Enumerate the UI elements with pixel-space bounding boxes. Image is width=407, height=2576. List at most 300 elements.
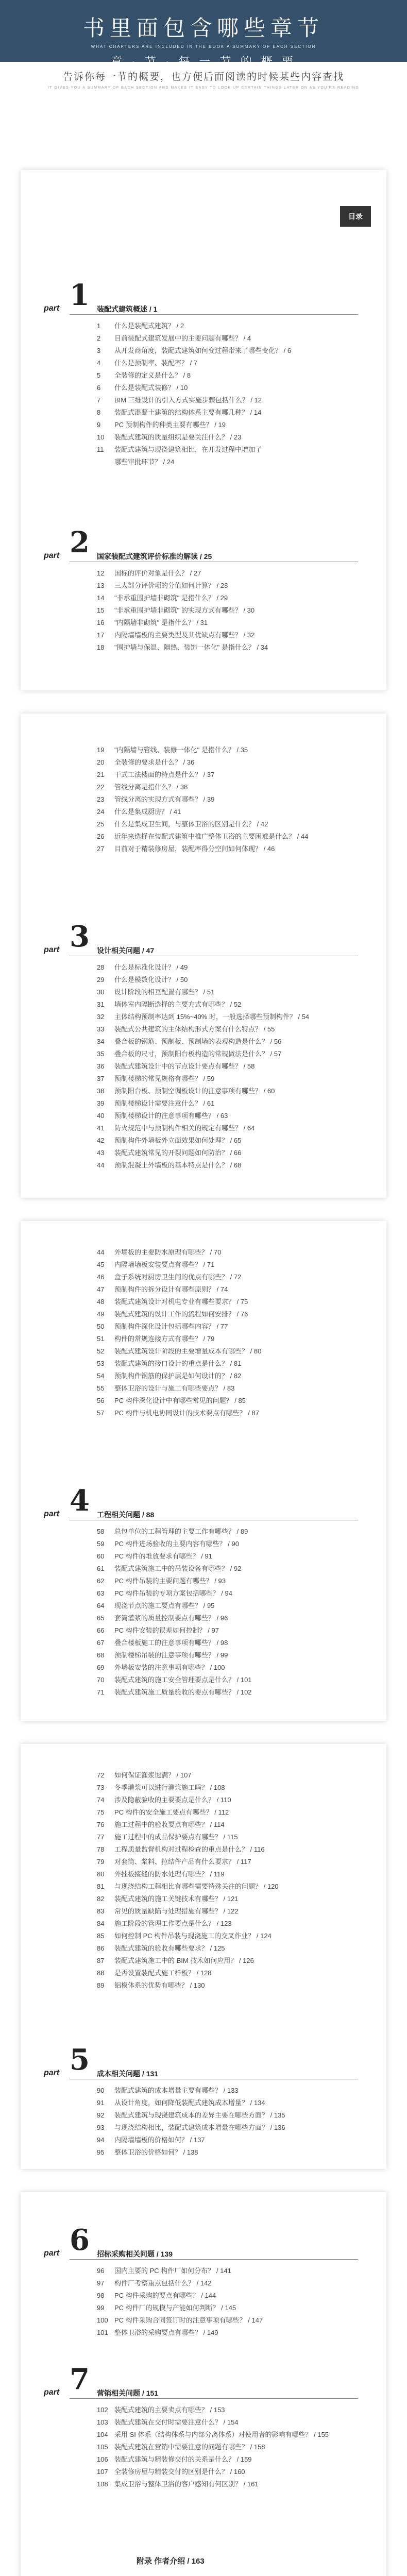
toc-entry-title: 施工过程中的成品保护要点有哪些？ / 115 <box>114 1833 238 1841</box>
toc-entry-title: 装配式建筑的验收有哪些要求？ / 125 <box>114 1944 225 1952</box>
toc-entry-number: 8 <box>97 409 101 416</box>
toc-entry-title: 管线分离的实现方式有哪些？ / 39 <box>114 795 215 803</box>
toc-entry-number: 16 <box>97 619 105 626</box>
toc-entry-title: 管线分离是指什么？ / 38 <box>114 783 188 791</box>
toc-entry <box>97 605 255 615</box>
toc-entry <box>97 2327 218 2337</box>
toc-entry-number: 93 <box>97 2124 105 2131</box>
toc-entry-number: 17 <box>97 631 105 639</box>
part-number: 4 <box>70 1484 90 1518</box>
toc-entry-title: PC 构件的堆放要求有哪些？ / 91 <box>114 1552 212 1560</box>
toc-entry-title: PC 构件吊装的主要问题有哪些？ / 93 <box>114 1577 226 1585</box>
toc-entry-number: 29 <box>97 976 105 984</box>
toc-entry-title: 与现浇结构相比，装配式建筑成本增量在哪些方面？ / 136 <box>114 2124 285 2131</box>
toc-entry-title: 防火规范中与预制构件相关的规定有哪些？ / 64 <box>114 1124 255 1132</box>
toc-entry <box>97 432 241 442</box>
toc-entry-title: 装配式建筑施工中的吊装设备有哪些？ / 92 <box>114 1565 242 1572</box>
toc-entry <box>97 1650 228 1659</box>
toc-entry <box>97 2454 252 2464</box>
toc-entry-title: 装配式混凝土建筑的结构体系主要有哪几种？ / 14 <box>114 409 262 416</box>
toc-entry <box>97 2429 329 2439</box>
toc-entry-title: 外墙板的主要防水原理有哪些？ / 70 <box>114 1248 222 1256</box>
appendix-entry: 附录 作者介绍 / 163 <box>137 2557 205 2566</box>
toc-entry-number: 70 <box>97 1676 105 1684</box>
toc-entry-title: 装配式建筑设计对机电专业有哪些要求？ / 75 <box>114 1298 248 1306</box>
toc-entry <box>97 1881 279 1891</box>
toc-entry <box>97 794 214 804</box>
toc-entry <box>97 642 268 652</box>
toc-entry <box>97 358 197 367</box>
chapter-title: 营销相关问题 / 151 <box>97 2389 159 2397</box>
chapter-title: 设计相关问题 / 47 <box>97 946 155 955</box>
toc-entry-title: 装配式建筑的施工安全管理要点是什么？ / 101 <box>114 1676 252 1684</box>
toc-entry <box>97 1383 234 1393</box>
toc-entry-number: 35 <box>97 1050 105 1058</box>
toc-entry <box>97 407 261 417</box>
toc-entry-title: 与现浇结构工程相比有哪些需要特殊关注的问题？ / 120 <box>114 1883 279 1890</box>
part-number: 6 <box>70 2223 90 2257</box>
intro-text: 告诉你每一节的概要，也方便后面阅读的时候某些内容查找 <box>62 72 344 82</box>
toc-entry-title: PC 构件与机电协同设计的技术要点有哪些？ / 87 <box>114 1409 259 1417</box>
toc-entry-title: 施工过程中的验收要点有哪些？ / 114 <box>114 1821 225 1828</box>
toc-entry-number: 75 <box>97 1808 105 1816</box>
toc-entry <box>97 1551 212 1561</box>
toc-entry-number: 85 <box>97 1932 105 1940</box>
toc-entry-number: 47 <box>97 1285 105 1293</box>
toc-entry-number: 20 <box>97 758 105 766</box>
toc-entry-number: 104 <box>97 2431 108 2438</box>
toc-entry-title: 三大部分评价项的分值如何计算？ / 28 <box>114 582 228 589</box>
toc-entry <box>97 1333 214 1343</box>
toc-entry <box>97 2479 259 2488</box>
toc-entry-title: PC 构件吊装的专项方案包括哪些？ / 94 <box>114 1589 232 1597</box>
chapter-title: 国家装配式建筑评价标准的解读 / 25 <box>97 552 212 561</box>
toc-entry-number: 80 <box>97 1870 105 1878</box>
toc-entry-title: 装配式建筑设计阶段的主要增量成本有哪些？ / 80 <box>114 1347 262 1355</box>
part-number: 2 <box>70 526 90 560</box>
toc-entry-number: 58 <box>97 1528 105 1535</box>
toc-entry <box>97 320 184 330</box>
toc-entry <box>97 1918 232 1928</box>
toc-entry <box>97 1794 231 1804</box>
toc-entry-title: 总包单位的工程管理的主要工作有哪些？ / 89 <box>114 1528 248 1535</box>
toc-entry-number: 11 <box>97 446 104 453</box>
toc-entry-title: "非承重围护墙非砌筑" 的实现方式有哪些？ / 30 <box>114 606 255 614</box>
toc-entry <box>97 2278 212 2287</box>
toc-entry-title: 是否设置装配式施工样板？ / 128 <box>114 1969 212 1977</box>
toc-entry-title: 目前装配式建筑发展中的主要问题有哪些？ / 4 <box>114 334 251 342</box>
toc-entry-number: 55 <box>97 1384 105 1392</box>
part-label: part <box>44 2249 60 2258</box>
toc-entry-title: 整体卫浴的采购要点有哪些？ / 149 <box>114 2329 218 2336</box>
toc-entry-number: 44 <box>97 1248 105 1256</box>
toc-entry-number: 76 <box>97 1821 105 1828</box>
toc-entry <box>97 2110 285 2120</box>
toc-entry <box>97 1036 281 1046</box>
toc-entry-number: 5 <box>97 371 101 379</box>
toc-entry-title: 预制混凝土外墙板的基本特点是什么？ / 68 <box>114 1161 242 1169</box>
toc-entry-title: 预制阳台板、预制空调板设计的注意事项有哪些？ / 60 <box>114 1087 275 1095</box>
toc-entry <box>97 1819 225 1829</box>
toc-entry-number: 67 <box>97 1639 105 1647</box>
toc-entry-title: 全装修的定义是什么？ / 8 <box>114 371 191 379</box>
toc-entry <box>97 1147 241 1157</box>
toc-entry-number: 97 <box>97 2279 105 2287</box>
toc-entry-title: 什么是模数化设计？ / 50 <box>114 976 188 984</box>
toc-entry-title: 施工阶段的管理工作要点是什么？ / 123 <box>114 1920 232 1927</box>
toc-entry-number: 34 <box>97 1038 105 1045</box>
toc-entry <box>97 1408 259 1417</box>
toc-entry-number: 9 <box>97 421 101 429</box>
toc-entry <box>97 2417 239 2427</box>
toc-entry-number: 105 <box>97 2443 108 2451</box>
toc-entry-number: 26 <box>97 833 105 840</box>
toc-entry-number: 14 <box>97 594 105 602</box>
toc-entry <box>97 382 188 392</box>
toc-entry <box>97 843 275 853</box>
chapter-title: 成本相关问题 / 131 <box>97 2070 159 2078</box>
toc-entry-number: 77 <box>97 1833 105 1841</box>
toc-entry <box>97 1160 241 1170</box>
toc-entry <box>97 1024 275 1033</box>
toc-page-4 <box>21 1744 386 2169</box>
toc-entry <box>97 1247 221 1257</box>
toc-entry-title: 如何控制 PC 构件吊装与现浇施工的交叉作业？ / 124 <box>114 1932 272 1940</box>
toc-entry-number: 44 <box>97 1161 105 1169</box>
contents-badge: 目录 <box>340 206 371 227</box>
toc-entry <box>97 1011 309 1021</box>
part-label: part <box>44 945 60 954</box>
toc-entry <box>97 1856 251 1866</box>
toc-entry <box>97 1807 229 1817</box>
toc-entry-title: 从设计角度，如何降低装配式建筑成本增量？ / 134 <box>114 2099 265 2107</box>
toc-entry <box>97 1346 261 1355</box>
toc-entry-title: "围护墙与保温、隔热、装饰一体化" 是指什么？ / 34 <box>114 643 268 651</box>
toc-entry <box>97 2134 205 2144</box>
toc-entry <box>97 580 228 590</box>
toc-entry <box>97 1526 248 1536</box>
toc-entry-title: 什么是集成厨房？ / 41 <box>114 808 181 816</box>
toc-page-2 <box>21 714 386 1198</box>
toc-entry <box>97 2315 263 2325</box>
toc-entry <box>97 2147 198 2157</box>
toc-entry-number: 61 <box>97 1565 105 1572</box>
page-title: 书里面包含哪些章节 <box>82 15 324 41</box>
toc-entry-number: 57 <box>97 1409 105 1417</box>
toc-entry-title: 盒子系统对厨房卫生间的优点有哪些？ / 72 <box>114 1273 242 1281</box>
toc-page-1 <box>21 170 386 690</box>
toc-entry-title: PC 构件采购合同签订时的注意事项有哪些？ / 147 <box>114 2316 263 2324</box>
toc-entry-number: 56 <box>97 1397 105 1404</box>
toc-entry-number: 108 <box>97 2480 108 2488</box>
toc-entry-number: 36 <box>97 1062 105 1070</box>
toc-entry <box>97 769 214 779</box>
toc-entry <box>97 1674 252 1684</box>
toc-entry-number: 96 <box>97 2267 105 2275</box>
toc-entry-number: 59 <box>97 1540 105 1548</box>
toc-entry <box>97 419 226 429</box>
toc-entry-title: 构件的常规连接方式有哪些？ / 79 <box>114 1335 215 1343</box>
toc-entry <box>97 1395 246 1405</box>
toc-entry <box>97 1538 239 1548</box>
toc-entry <box>97 1782 225 1792</box>
toc-entry-title: 冬季灌浆可以进行灌浆施工吗？ / 108 <box>114 1784 225 1791</box>
toc-entry-title: 预制构件深化设计包括哪些内容？ / 77 <box>114 1323 228 1330</box>
toc-entry-number: 94 <box>97 2136 105 2144</box>
toc-entry-number: 46 <box>97 1273 105 1281</box>
toc-entry-title: 预制楼梯设计的注意事项有哪些？ / 63 <box>114 1112 228 1120</box>
toc-entry <box>97 1110 228 1120</box>
toc-entry-title: 干式工法楼面的特点是什么？ / 37 <box>114 771 215 778</box>
toc-entry-number: 79 <box>97 1858 105 1866</box>
toc-entry-number: 63 <box>97 1589 105 1597</box>
toc-entry <box>97 1321 228 1331</box>
toc-entry-number: 25 <box>97 820 105 828</box>
toc-entry-title: "非承重围护墙非砌筑" 是指什么？ / 29 <box>114 594 228 602</box>
toc-entry <box>97 1370 241 1380</box>
toc-entry-title: 什么是装配式装修？ / 10 <box>114 384 188 392</box>
header-subtitle: 章 · 节 · 每 一 节 的 概 要 <box>111 55 296 68</box>
toc-entry-number: 69 <box>97 1664 105 1671</box>
toc-entry-title: 国内主要的 PC 构件厂如何分布？ / 141 <box>114 2267 231 2275</box>
toc-entry-number: 12 <box>97 569 105 577</box>
toc-entry-number: 102 <box>97 2406 108 2414</box>
part-label: part <box>44 551 60 560</box>
toc-entry <box>97 1272 241 1281</box>
toc-entry-title: 装配式公共建筑的主体结构形式方案有什么特点？ / 55 <box>114 1025 275 1033</box>
toc-entry-number: 28 <box>97 963 105 971</box>
toc-entry-title: 什么是标准化设计？ / 49 <box>114 963 188 971</box>
toc-entry <box>97 2122 285 2132</box>
toc-entry <box>97 1600 214 1610</box>
toc-entry-title: 采用 SI 体系（结构体系与内部分离体系）对使用者的影响有哪些？ / 155 <box>114 2431 329 2438</box>
toc-entry <box>97 819 268 828</box>
toc-entry-title: 什么是集成卫生间，与整体卫浴的区别是什么？ / 42 <box>114 820 268 828</box>
part-label: part <box>44 1510 60 1518</box>
toc-entry-number: 73 <box>97 1784 105 1791</box>
toc-entry-number: 72 <box>97 1771 105 1779</box>
part-number: 1 <box>70 278 90 312</box>
part-label: part <box>44 304 60 313</box>
toc-entry-title: 装配式建筑在交付时需要注意什么？ / 154 <box>114 2418 239 2426</box>
toc-entry-number: 88 <box>97 1969 105 1977</box>
toc-entry-title: 目前对于精装修房屋，装配率得分空间如何体现？ / 46 <box>114 845 275 853</box>
toc-entry-number: 15 <box>97 606 105 614</box>
toc-entry-number: 50 <box>97 1323 105 1330</box>
toc-entry-number: 103 <box>97 2418 108 2426</box>
toc-entry-title: 叠合楼板施工的注意事项有哪些？ / 98 <box>114 1639 228 1647</box>
part-divider-line <box>70 2398 358 2399</box>
toc-entry <box>97 2097 265 2107</box>
toc-entry-number: 86 <box>97 1944 105 1952</box>
toc-entry-title: 叠合板的钢筋、预制板、预制墙的表观构造是什么？ / 56 <box>114 1038 282 1045</box>
toc-entry-title: 国标的评价对象是什么？ / 27 <box>114 569 201 577</box>
toc-entry <box>97 1563 241 1573</box>
toc-entry-title: 全装修的要求是什么？ / 36 <box>114 758 195 766</box>
toc-entry-title: 预制楼梯设计需要注意什么？ / 61 <box>114 1099 215 1107</box>
toc-entry-title: 铝模体系的优势有哪些？ / 130 <box>114 1981 205 1989</box>
toc-entry-number: 4 <box>97 359 101 367</box>
toc-entry-number: 27 <box>97 845 105 853</box>
toc-entry-number: 81 <box>97 1883 105 1890</box>
toc-entry-title: 集成卫浴与整体卫浴的客户感知有何区别？ / 161 <box>114 2480 259 2488</box>
toc-entry-number: 51 <box>97 1335 105 1343</box>
toc-entry-number: 52 <box>97 1347 105 1355</box>
intro-english-caption: IT GIVES YOU A SUMMARY OF EACH SECTION AND MAKES IT EASY TO LOOK UP CERTAIN THINGS LATER ON AS YOU'RE READING <box>47 86 360 90</box>
toc-entry-title: 装配式建筑的接口设计的重点是什么？ / 81 <box>114 1360 242 1367</box>
toc-entry-title: 预制构件钢筋的保护层是如何设计的？ / 82 <box>114 1372 242 1380</box>
toc-entry <box>97 1955 254 1965</box>
toc-entry-number: 18 <box>97 643 105 651</box>
toc-entry-number: 106 <box>97 2455 108 2463</box>
toc-entry-title: 装配式建筑在营销中需要注意的问题有哪些？ / 158 <box>114 2443 265 2451</box>
toc-entry-number: 41 <box>97 1124 105 1132</box>
toc-entry-number: 84 <box>97 1920 105 1927</box>
toc-entry-number: 92 <box>97 2111 105 2119</box>
part-divider-line <box>70 2259 358 2260</box>
toc-entry <box>97 1968 212 1977</box>
chapter-title: 工程相关问题 / 88 <box>97 1511 155 1519</box>
toc-entry-number: 49 <box>97 1310 105 1318</box>
toc-entry <box>97 999 241 1009</box>
toc-entry-number: 101 <box>97 2329 108 2336</box>
toc-entry-number: 87 <box>97 1957 105 1964</box>
toc-entry-title: 内隔墙墙板安装要点有哪些？ / 71 <box>114 1261 215 1268</box>
toc-entry <box>97 1687 252 1697</box>
toc-entry <box>97 1869 225 1878</box>
toc-entry-number: 33 <box>97 1025 105 1033</box>
toc-entry <box>97 1844 265 1854</box>
header-english-caption: WHAT CHAPTERS ARE INCLUDED IN THE BOOK A SUMMARY OF EACH SECTION <box>91 44 316 49</box>
toc-entry-title: 套筒灌浆的质量控制要点有哪些？ / 96 <box>114 1614 228 1622</box>
toc-entry-title: 全装修房屋与精装交付的区别是什么？ / 160 <box>114 2468 245 2476</box>
toc-entry <box>97 456 174 466</box>
toc-entry-number: 68 <box>97 1651 105 1659</box>
toc-entry-title: 外挂板接缝的防水处理有哪些？ / 119 <box>114 1870 225 1878</box>
toc-entry-number: 90 <box>97 2087 105 2094</box>
toc-entry-number: 82 <box>97 1895 105 1903</box>
toc-entry-number: 60 <box>97 1552 105 1560</box>
toc-entry-title: 装配式建筑的质量组织是要关注什么？ / 23 <box>114 433 242 441</box>
toc-entry-number: 98 <box>97 2292 105 2299</box>
toc-entry-title: 常见的质量缺陷与处理措施有哪些？ / 122 <box>114 1907 239 1915</box>
toc-entry <box>97 1906 239 1916</box>
part-label: part <box>44 2388 60 2397</box>
toc-entry-number: 6 <box>97 384 101 392</box>
toc-entry-title: 整体卫浴的设计与施工有哪些要点？ / 83 <box>114 1384 235 1392</box>
toc-entry-title: 整体卫浴的价格如何？ / 138 <box>114 2148 198 2156</box>
toc-entry-number: 10 <box>97 433 105 441</box>
toc-entry <box>97 744 248 754</box>
toc-entry-title: 涉及隐蔽验收的主要要点是什么？ / 110 <box>114 1796 231 1804</box>
toc-entry-number: 45 <box>97 1261 105 1268</box>
toc-entry-number: 91 <box>97 2099 105 2107</box>
toc-entry-number: 7 <box>97 396 101 404</box>
part-divider-line <box>70 314 358 315</box>
toc-entry-title: PC 构件采购的要点有哪些？ / 144 <box>114 2292 216 2299</box>
toc-entry-title: 装配式建筑的主要卖点有哪些？ / 153 <box>114 2406 225 2414</box>
toc-entry-number: 66 <box>97 1626 105 1634</box>
toc-entry <box>97 1061 255 1071</box>
part-number: 7 <box>70 2362 90 2396</box>
toc-entry <box>97 974 188 984</box>
toc-entry-title: PC 构件的安全施工要点有哪些？ / 112 <box>114 1808 229 1816</box>
toc-entry-number: 95 <box>97 2148 105 2156</box>
toc-entry-title: 预制构件的拆分设计有哪些原则？ / 74 <box>114 1285 228 1293</box>
toc-entry-number: 64 <box>97 1602 105 1609</box>
toc-entry <box>97 2404 225 2414</box>
part-number: 5 <box>70 2043 90 2077</box>
toc-entry <box>97 1098 214 1108</box>
toc-entry-number: 22 <box>97 783 105 791</box>
toc-entry <box>97 1296 248 1306</box>
toc-entry-number: 31 <box>97 1001 105 1008</box>
toc-entry-number: 53 <box>97 1360 105 1367</box>
toc-entry <box>97 1943 225 1953</box>
toc-entry-number: 32 <box>97 1013 105 1021</box>
toc-entry-title: 装配式建筑与现浇建筑成本的差异主要在哪些方面？ / 135 <box>114 2111 285 2119</box>
toc-entry-number: 48 <box>97 1298 105 1306</box>
toc-entry-number: 65 <box>97 1614 105 1622</box>
chapter-title: 招标采购相关问题 / 139 <box>97 2250 173 2258</box>
toc-entry-title: 对套筒、浆料、拉结件产品有什么要求？ / 117 <box>114 1858 251 1866</box>
toc-entry-number: 71 <box>97 1688 105 1696</box>
toc-entry <box>97 1048 281 1058</box>
toc-entry <box>97 1575 226 1585</box>
toc-entry <box>97 1073 214 1083</box>
toc-entry <box>97 2466 245 2476</box>
toc-entry-number: 38 <box>97 1087 105 1095</box>
toc-entry-number: 2 <box>97 334 101 342</box>
toc-entry-number: 23 <box>97 795 105 803</box>
toc-entry <box>97 2265 231 2275</box>
toc-entry-title: 装配式建筑常见的开裂问题如何防治？ / 66 <box>114 1149 242 1157</box>
toc-entry-title: 主体结构预制率达到 15%~40% 时，一般选择哪些预制构件？ / 54 <box>114 1013 310 1021</box>
toc-entry <box>97 2442 265 2451</box>
toc-entry-title: 什么是预制率、装配率？ / 7 <box>114 359 198 367</box>
toc-entry-number: 24 <box>97 808 105 816</box>
toc-entry <box>97 1259 214 1269</box>
toc-entry-number: 62 <box>97 1577 105 1585</box>
toc-entry <box>97 1637 228 1647</box>
toc-entry <box>97 1358 241 1368</box>
toc-entry-title: 装配式建筑设计中的节点设计要点有哪些？ / 58 <box>114 1062 255 1070</box>
part-number: 3 <box>70 920 90 954</box>
toc-entry-title: 现浇节点的施工要点有哪些？ / 95 <box>114 1602 215 1609</box>
toc-entry-number: 54 <box>97 1372 105 1380</box>
toc-entry-title: PC 预制构件的种类主要有哪些？ / 19 <box>114 421 226 429</box>
toc-entry <box>97 617 208 627</box>
toc-entry <box>97 1893 239 1903</box>
toc-entry <box>97 806 181 816</box>
toc-entry-title: 哪些审批环节？ / 24 <box>114 458 175 466</box>
toc-entry-title: PC 构件深化设计中有哪些常见的问题？ / 85 <box>114 1397 246 1404</box>
toc-entry-number: 13 <box>97 582 105 589</box>
toc-entry <box>97 782 188 791</box>
toc-entry-title: "内隔墙非砌筑" 是指什么？ / 31 <box>114 619 208 626</box>
toc-entry <box>97 1086 275 1095</box>
toc-entry <box>97 1662 225 1672</box>
toc-entry <box>97 568 201 578</box>
toc-entry-title: 工程质量监督机构对过程检查的重点是什么？ / 116 <box>114 1845 265 1853</box>
toc-entry-title: 墙体室内隔断选择的主要方式有哪些？ / 52 <box>114 1001 242 1008</box>
toc-entry-number: 99 <box>97 2304 105 2312</box>
toc-entry-number: 83 <box>97 1907 105 1915</box>
toc-entry <box>97 1625 219 1635</box>
toc-entry-number: 89 <box>97 1981 105 1989</box>
toc-entry <box>97 395 262 404</box>
toc-entry-title: 装配式建筑施工中的 BIM 技术如何应用？ / 126 <box>114 1957 254 1964</box>
